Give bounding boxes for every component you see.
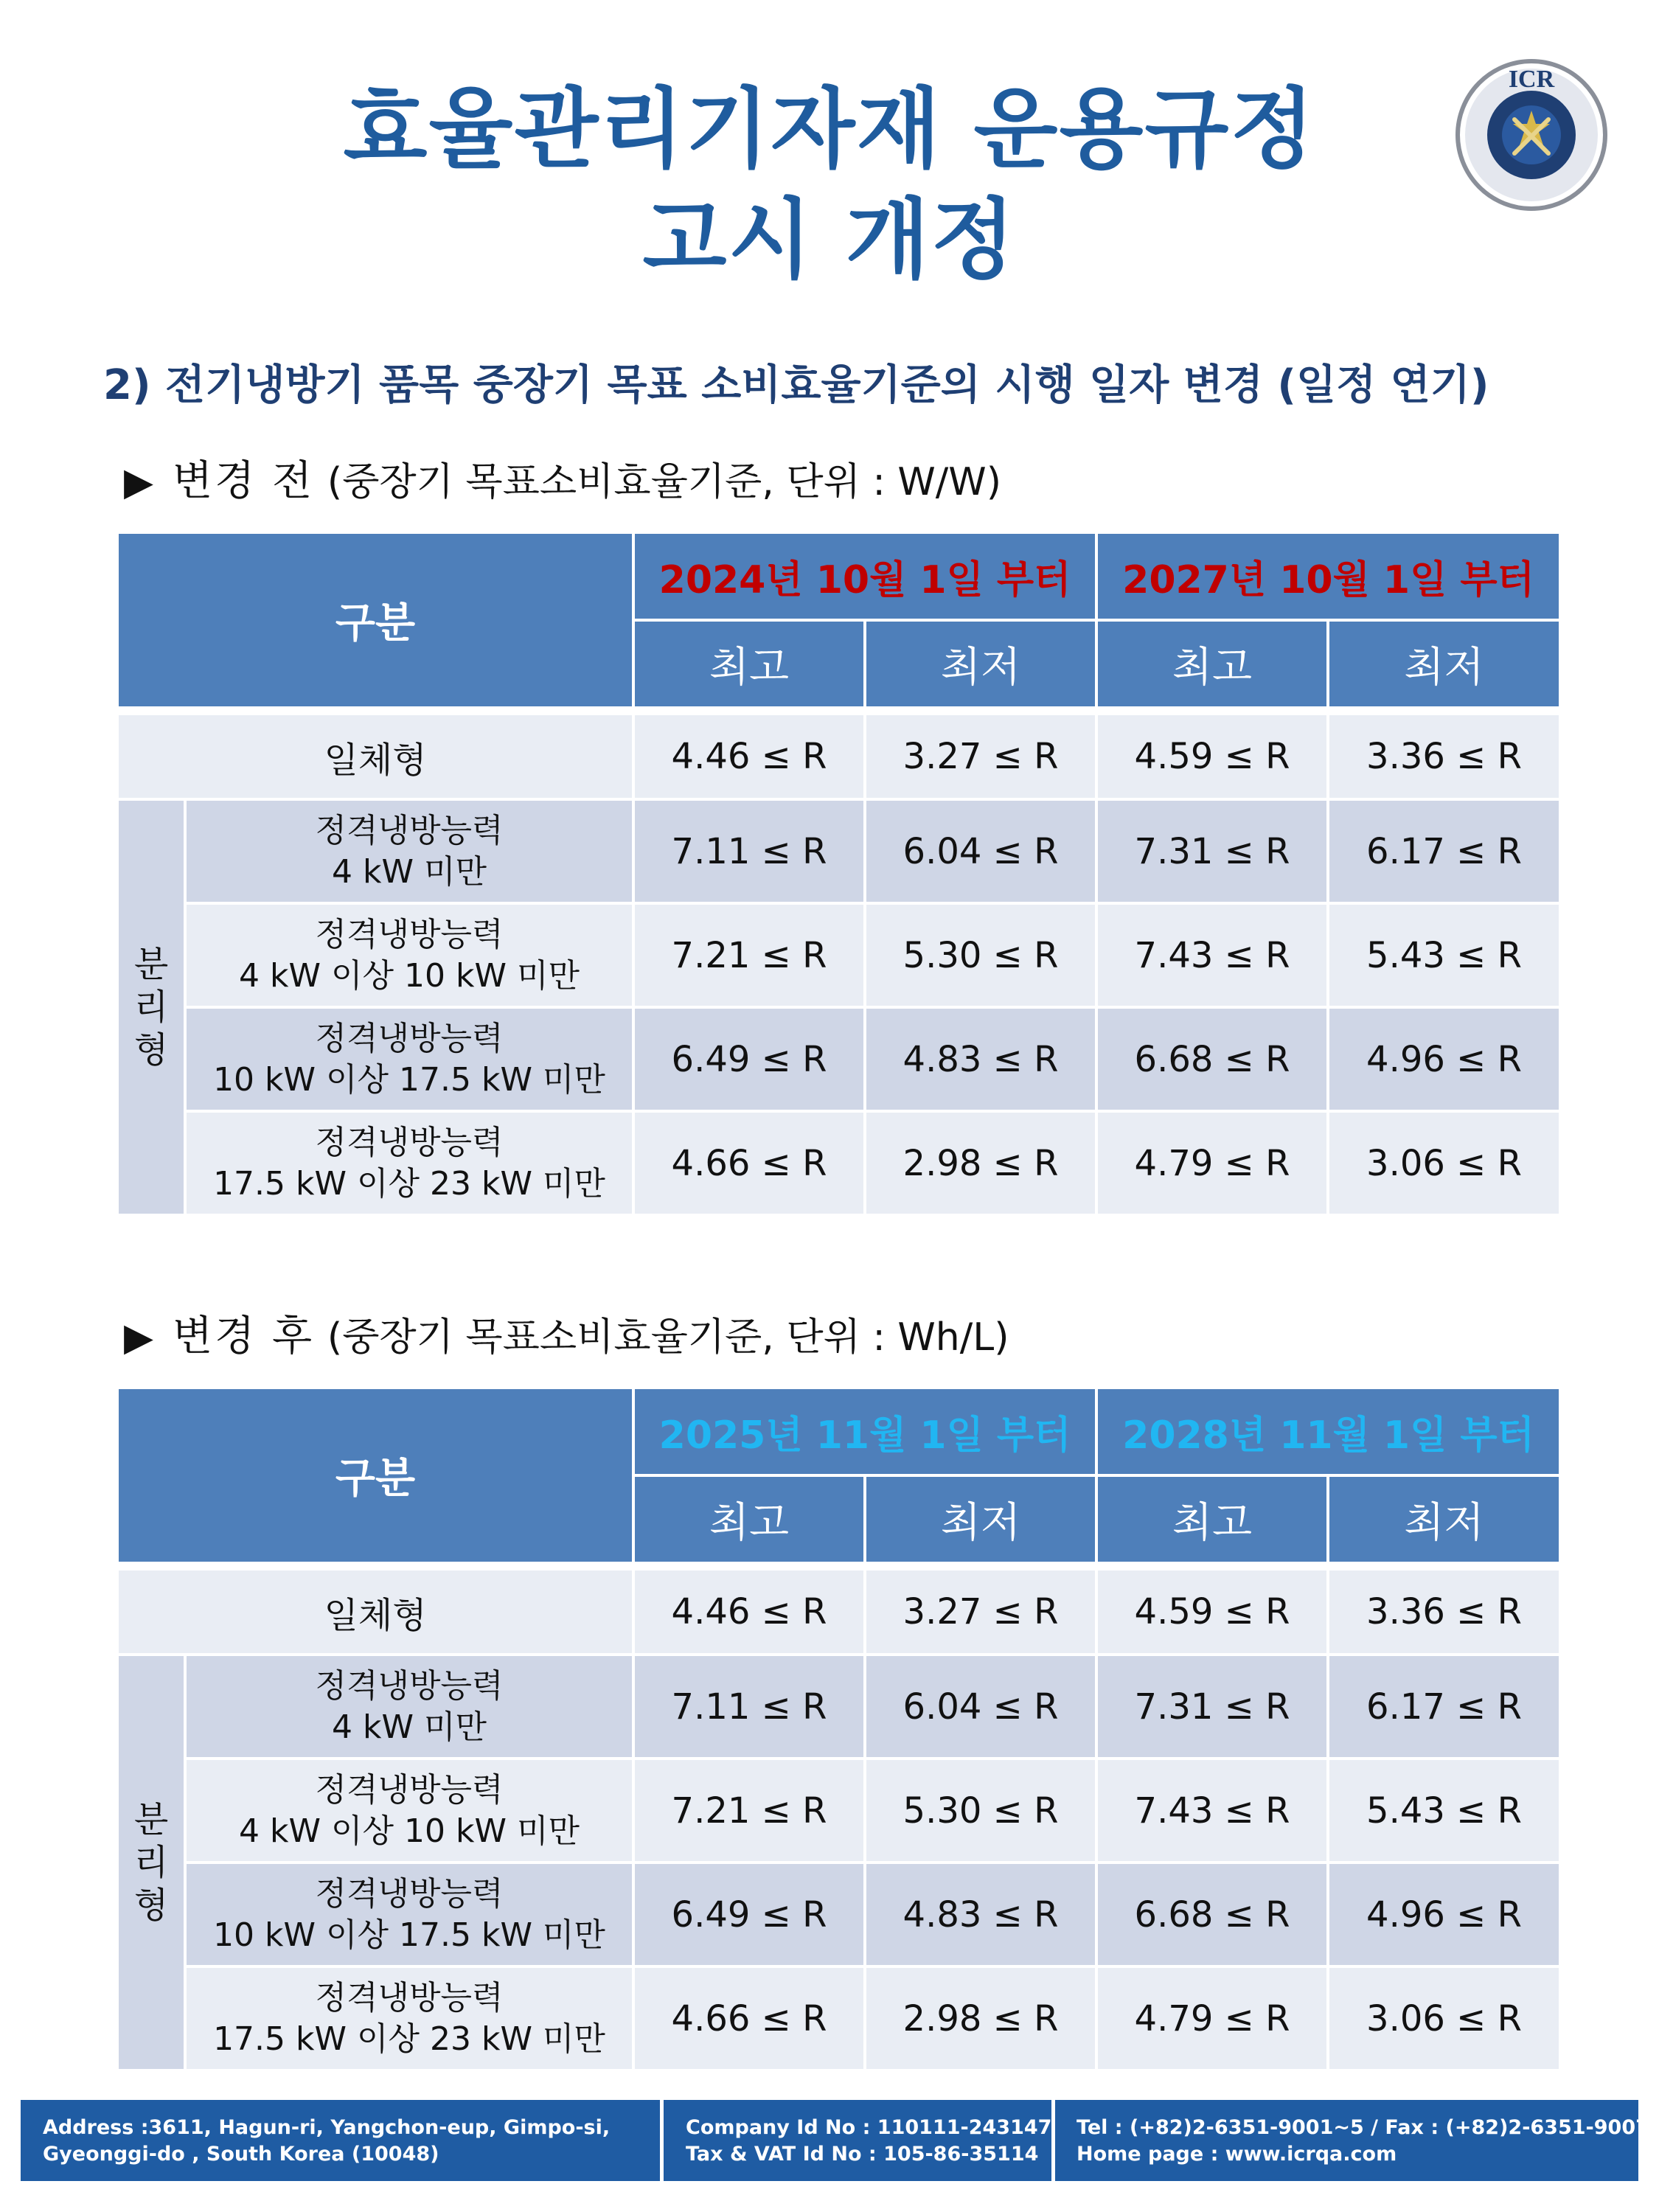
table-cell: 6.17 ≤ R [1328, 799, 1560, 903]
row-label: 정격냉방능력 10 kW 이상 17.5 kW 미만 [185, 1007, 633, 1111]
table-cell: 6.04 ≤ R [865, 1655, 1096, 1759]
row-label: 정격냉방능력 4 kW 이상 10 kW 미만 [185, 1759, 633, 1863]
table-cell: 5.43 ≤ R [1328, 903, 1560, 1007]
table-cell: 4.59 ≤ R [1096, 714, 1328, 799]
table-cell: 7.21 ≤ R [633, 1759, 865, 1863]
after-table [116, 1386, 1562, 2072]
icr-logo [1454, 58, 1609, 212]
homepage-link[interactable]: Home page : www.icrqa.com [1077, 2143, 1397, 2166]
table-cell: 3.36 ≤ R [1328, 714, 1560, 799]
table-cell: 4.96 ≤ R [1328, 1863, 1560, 1966]
after-heading [124, 1311, 1009, 1363]
table-cell: 5.30 ≤ R [865, 1759, 1096, 1863]
table-cell: 5.43 ≤ R [1328, 1759, 1560, 1863]
table-cell: 6.68 ≤ R [1096, 1007, 1328, 1111]
table-row [117, 1863, 1560, 1966]
footer-contact: Tel : (+82)2-6351-9001~5 / Fax : (+82)2-6351-9007 Home page : www.icrqa.com [1077, 2115, 1649, 2168]
logo-text: ICR [1508, 66, 1555, 93]
sub-header-min: 최저 [865, 620, 1096, 708]
after-heading-note: (중장기 목표소비효율기준, 단위 : Wh/L) [327, 1315, 1009, 1360]
page-title-line2: 고시 개정 [642, 189, 1017, 291]
table-row [117, 1569, 1560, 1655]
table-cell: 4.83 ≤ R [865, 1863, 1096, 1966]
table-cell: 2.98 ≤ R [865, 1966, 1096, 2070]
table-cell: 3.27 ≤ R [865, 714, 1096, 799]
row-label: 정격냉방능력 4 kW 미만 [185, 799, 633, 903]
sub-header-max: 최고 [1096, 620, 1328, 708]
before-table [116, 531, 1562, 1217]
before-heading [124, 456, 1001, 508]
table-cell: 4.66 ≤ R [633, 1111, 865, 1215]
split-type-label: 분 리 형 [117, 1655, 185, 2070]
table-cell: 4.79 ≤ R [1096, 1111, 1328, 1215]
row-label: 정격냉방능력 4 kW 미만 [185, 1655, 633, 1759]
row-label: 일체형 [117, 1569, 633, 1655]
table-cell: 7.11 ≤ R [633, 1655, 865, 1759]
table-cell: 6.49 ≤ R [633, 1007, 865, 1111]
row-label: 정격냉방능력 4 kW 이상 10 kW 미만 [185, 903, 633, 1007]
split-type-label: 분 리 형 [117, 799, 185, 1215]
footer-divider [1051, 2100, 1055, 2181]
sub-header-min: 최저 [1328, 1475, 1560, 1563]
table-cell: 3.06 ≤ R [1328, 1966, 1560, 2070]
table-cell: 3.27 ≤ R [865, 1569, 1096, 1655]
table-cell: 4.59 ≤ R [1096, 1569, 1328, 1655]
period-header: 2025년 11월 1일 부터 [633, 1388, 1096, 1475]
table-cell: 6.49 ≤ R [633, 1863, 865, 1966]
table-cell: 7.31 ≤ R [1096, 1655, 1328, 1759]
table-cell: 4.79 ≤ R [1096, 1966, 1328, 2070]
table-cell: 6.68 ≤ R [1096, 1863, 1328, 1966]
period-header: 2028년 11월 1일 부터 [1096, 1388, 1560, 1475]
before-heading-note: (중장기 목표소비효율기준, 단위 : W/W) [327, 460, 1002, 504]
row-label: 정격냉방능력 17.5 kW 이상 23 kW 미만 [185, 1111, 633, 1215]
triangle-icon: ▶ [124, 460, 153, 504]
sub-header-max: 최고 [633, 620, 865, 708]
before-heading-label: 변경 전 [173, 457, 315, 505]
table-cell: 4.96 ≤ R [1328, 1007, 1560, 1111]
table-cell: 2.98 ≤ R [865, 1111, 1096, 1215]
table-cell: 5.30 ≤ R [865, 903, 1096, 1007]
footer-address: Address :3611, Hagun-ri, Yangchon-eup, Gimpo-si, Gyeonggi-do , South Korea (10048) [43, 2116, 611, 2166]
table-cell: 7.31 ≤ R [1096, 799, 1328, 903]
period-header: 2024년 10월 1일 부터 [633, 532, 1096, 620]
table-row [117, 799, 1560, 903]
section-subheading: 2) 전기냉방기 품목 중장기 목표 소비효율기준의 시행 일자 변경 (일정 연기) [103, 361, 1489, 409]
row-label: 정격냉방능력 17.5 kW 이상 23 kW 미만 [185, 1966, 633, 2070]
footer-company-ids: Company Id No : 110111-243147 Tax & VAT Id No : 105-86-35114 [686, 2116, 1052, 2166]
table-cell: 7.21 ≤ R [633, 903, 865, 1007]
table-row [117, 1111, 1560, 1215]
table-cell: 4.46 ≤ R [633, 714, 865, 799]
sub-header-min: 최저 [865, 1475, 1096, 1563]
table-row [117, 1966, 1560, 2070]
table-row [117, 903, 1560, 1007]
sub-header-max: 최고 [633, 1475, 865, 1563]
table-cell: 3.36 ≤ R [1328, 1569, 1560, 1655]
row-label: 정격냉방능력 10 kW 이상 17.5 kW 미만 [185, 1863, 633, 1966]
sub-header-min: 최저 [1328, 620, 1560, 708]
table-cell: 6.17 ≤ R [1328, 1655, 1560, 1759]
table-cell: 6.04 ≤ R [865, 799, 1096, 903]
table-row [117, 714, 1560, 799]
after-heading-label: 변경 후 [173, 1312, 315, 1360]
category-header: 구분 [117, 1388, 633, 1563]
table-cell: 4.46 ≤ R [633, 1569, 865, 1655]
row-label: 일체형 [117, 714, 633, 799]
table-cell: 7.43 ≤ R [1096, 903, 1328, 1007]
category-header: 구분 [117, 532, 633, 708]
triangle-icon: ▶ [124, 1315, 153, 1360]
page-title-line1: 효율관리기자재 운용규정 [343, 78, 1316, 180]
period-header: 2027년 10월 1일 부터 [1096, 532, 1560, 620]
footer [21, 2100, 1649, 2181]
table-cell: 4.66 ≤ R [633, 1966, 865, 2070]
table-cell: 3.06 ≤ R [1328, 1111, 1560, 1215]
footer-divider [660, 2100, 664, 2181]
table-cell: 4.83 ≤ R [865, 1007, 1096, 1111]
table-row [117, 1759, 1560, 1863]
table-cell: 7.11 ≤ R [633, 799, 865, 903]
table-row [117, 1655, 1560, 1759]
table-cell: 7.43 ≤ R [1096, 1759, 1328, 1863]
table-row [117, 1007, 1560, 1111]
sub-header-max: 최고 [1096, 1475, 1328, 1563]
